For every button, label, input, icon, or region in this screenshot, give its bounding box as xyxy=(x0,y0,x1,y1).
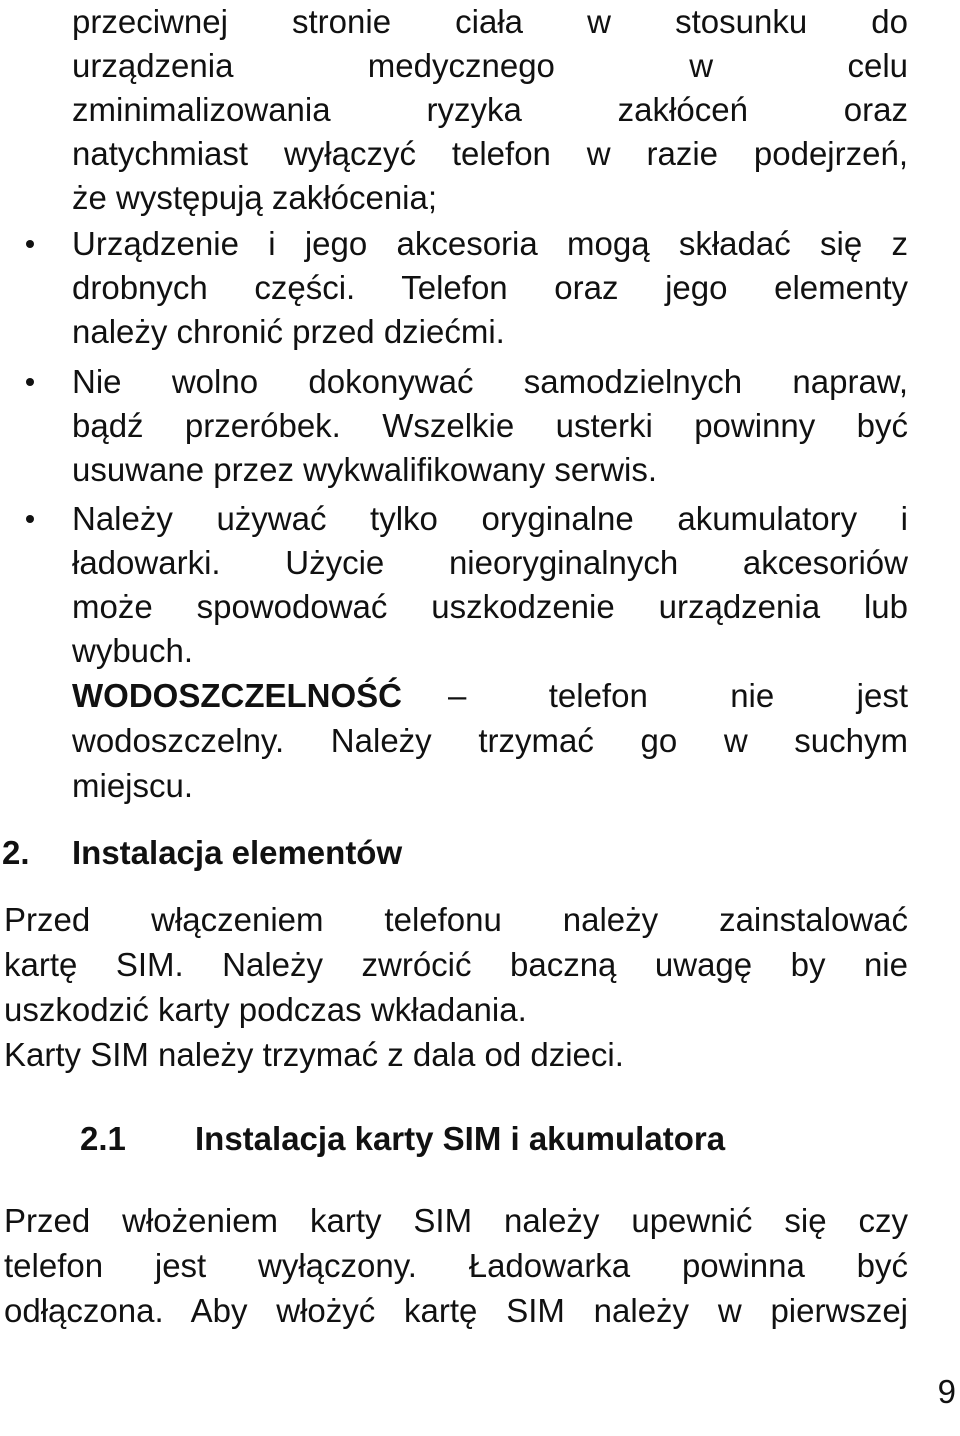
bullet-icon xyxy=(26,240,34,248)
bullet-icon xyxy=(26,515,34,523)
subsection-title: Instalacja karty SIM i akumulatora xyxy=(195,1120,726,1157)
page-number: 9 xyxy=(937,1373,956,1410)
bullet-text-line: wybuch. xyxy=(72,632,194,669)
waterproof-label: WODOSZCZELNOŚĆ xyxy=(72,677,402,714)
bullet-text-line: ładowarki. Użycie nieoryginalnych akcesoriów xyxy=(72,544,908,581)
section-title: Instalacja elementów xyxy=(72,834,403,871)
body-text-line: Karty SIM należy trzymać z dala od dzieci. xyxy=(4,1036,624,1073)
bullet-text-line: Nie wolno dokonywać samodzielnych napraw, xyxy=(72,363,908,400)
subsection-heading xyxy=(80,1117,726,1161)
bullet-text-line: drobnych części. Telefon oraz jego elementy xyxy=(72,269,908,306)
section-heading xyxy=(2,831,403,875)
bullet-text-line: bądź przeróbek. Wszelkie usterki powinny być xyxy=(72,407,908,444)
body-text-line: miejscu. xyxy=(72,767,194,804)
bullet-text-line: usuwane przez wykwalifikowany serwis. xyxy=(72,451,658,488)
body-text-line: uszkodzić karty podczas wkładania. xyxy=(4,991,527,1028)
body-text-line: telefon jest wyłączony. Ładowarka powinna być xyxy=(4,1247,908,1284)
body-text-line: Przed włożeniem karty SIM należy upewnić się czy xyxy=(4,1202,908,1239)
body-text-line: Przed włączeniem telefonu należy zainstalować xyxy=(4,901,908,938)
bullet-text-line: może spowodować uszkodzenie urządzenia lub xyxy=(72,588,908,625)
body-text-line: przeciwnej stronie ciała w stosunku do xyxy=(72,3,908,40)
body-text-line: odłączona. Aby włożyć kartę SIM należy w pierwszej xyxy=(4,1292,908,1329)
body-text-line: natychmiast wyłączyć telefon w razie podejrzeń, xyxy=(72,135,908,172)
body-text-line: że występują zakłócenia; xyxy=(72,179,438,216)
section-number: 2. xyxy=(2,834,30,871)
body-text-line: urządzenia medycznego w celu xyxy=(72,47,908,84)
subsection-number: 2.1 xyxy=(80,1120,126,1157)
waterproof-line xyxy=(72,674,908,718)
bullet-text-line: należy chronić przed dziećmi. xyxy=(72,313,505,350)
bullet-text-line: Urządzenie i jego akcesoria mogą składać się z xyxy=(72,225,908,262)
bullet-text-line: Należy używać tylko oryginalne akumulatory i xyxy=(72,500,908,537)
body-text-line: kartę SIM. Należy zwrócić baczną uwagę by nie xyxy=(4,946,908,983)
body-text-line: zminimalizowania ryzyka zakłóceń oraz xyxy=(72,91,908,128)
body-text-line: wodoszczelny. Należy trzymać go w suchym xyxy=(72,722,908,759)
waterproof-text: – telefon nie jest xyxy=(447,677,908,714)
bullet-icon xyxy=(26,378,34,386)
